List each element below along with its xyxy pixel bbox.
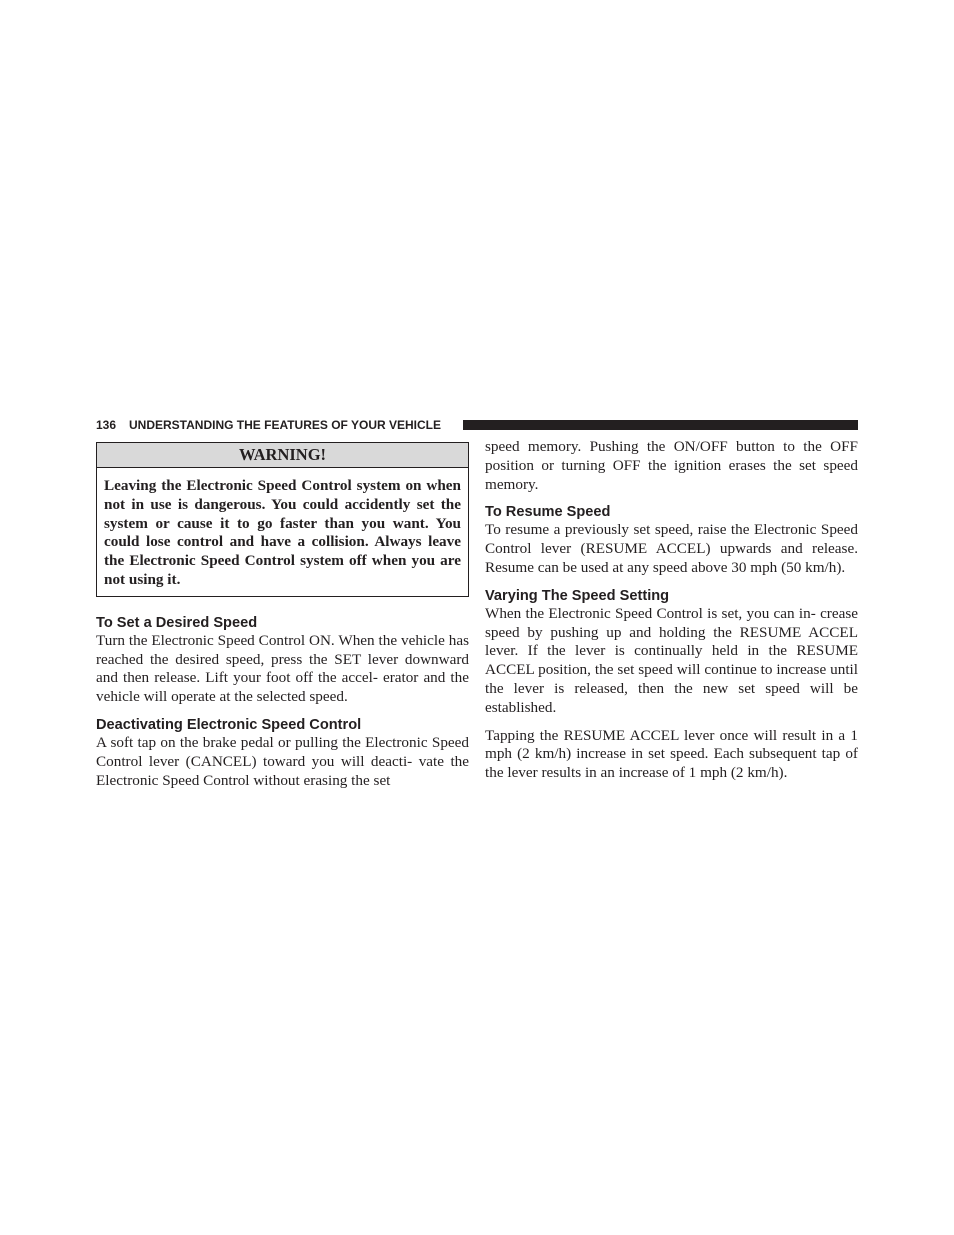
paragraph-deactivating: A soft tap on the brake pedal or pulling the Electronic Speed Control lever (CANCEL) toward you will deacti- vate the Electronic Speed Control without erasing the set bbox=[96, 733, 469, 789]
paragraph-varying-2: Tapping the RESUME ACCEL lever once will result in a 1 mph (2 km/h) increase in set speed. Each subsequent tap of the lever results in an increase of 1 mph (2 km/h). bbox=[485, 726, 858, 782]
warning-title: WARNING! bbox=[97, 443, 468, 468]
left-column bbox=[96, 438, 469, 790]
paragraph-deactivating-continued: speed memory. Pushing the ON/OFF button to the OFF position or turning OFF the ignition erases the set speed memory. bbox=[485, 438, 858, 493]
page-header bbox=[96, 417, 858, 433]
warning-box bbox=[96, 442, 469, 597]
paragraph-resume: To resume a previously set speed, raise the Electronic Speed Control lever (RESUME ACCEL) upwards and release. Resume can be used at any speed above 30 mph (50 km/h). bbox=[485, 521, 858, 576]
heading-varying: Varying The Speed Setting bbox=[485, 587, 670, 604]
paragraph-set-speed: Turn the Electronic Speed Control ON. When the vehicle has reached the desired speed, press the SET lever downward and then release. Lift your foot off the accel- erator and the vehicle will operate at the selected speed. bbox=[96, 631, 469, 706]
heading-set-speed: To Set a Desired Speed bbox=[96, 614, 258, 631]
section-title: UNDERSTANDING THE FEATURES OF YOUR VEHICLE bbox=[129, 418, 442, 432]
right-column bbox=[485, 438, 858, 783]
warning-text: Leaving the Electronic Speed Control system on when not in use is dangerous. You could accidently set the system or cause it to go faster than you want. You could lose control and have a collision. Always leave the Electronic Speed Control system off when you are not using it. bbox=[104, 477, 461, 588]
page-number: 136 bbox=[96, 418, 117, 432]
heading-resume: To Resume Speed bbox=[485, 504, 611, 521]
header-bar bbox=[463, 420, 858, 430]
heading-deactivating: Deactivating Electronic Speed Control bbox=[96, 716, 362, 733]
paragraph-varying-1: When the Electronic Speed Control is set, you can in- crease speed by pushing up and holding the RESUME ACCEL lever. If the lever is continually held in the RESUME ACCEL position, the set speed will continue to increase until the lever is released, then the new set speed will be established. bbox=[485, 604, 858, 716]
